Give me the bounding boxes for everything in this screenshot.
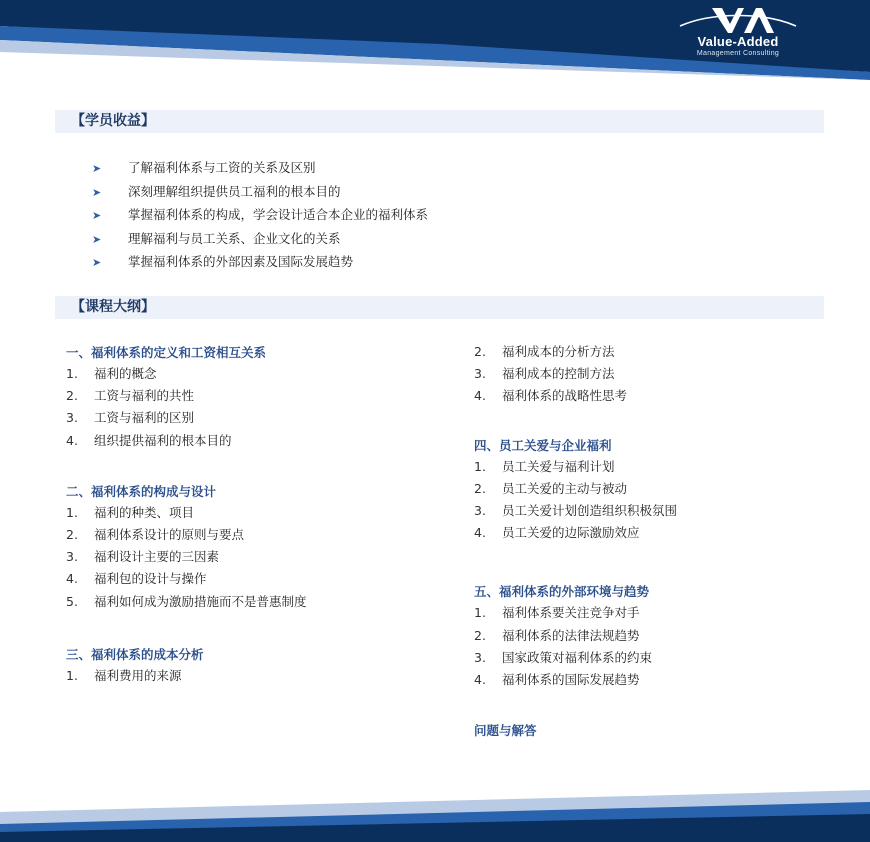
benefit-item: ➤ 了解福利体系与工资的关系及区别 bbox=[92, 156, 428, 180]
outline-item: 3. 工资与福利的区别 bbox=[66, 410, 195, 426]
outline-item: 4. 员工关爱的边际激励效应 bbox=[474, 525, 640, 541]
outline-section-5 bbox=[474, 582, 677, 691]
outline-item: 3. 福利成本的控制方法 bbox=[474, 366, 615, 382]
benefit-item: ➤ 掌握福利体系的构成，学会设计适合本企业的福利体系 bbox=[92, 203, 428, 227]
section-title: 一、福利体系的定义和工资相互关系 bbox=[66, 345, 267, 360]
qa-heading: 问题与解答 bbox=[474, 723, 537, 739]
section-title: 四、员工关爱与企业福利 bbox=[474, 437, 612, 453]
outline-item: 1. 福利的种类、项目 bbox=[66, 504, 195, 520]
outline-section-1 bbox=[66, 343, 307, 452]
outline-item: 3. 国家政策对福利体系的约束 bbox=[474, 649, 653, 665]
outline-item: 2. 员工关爱的主动与被动 bbox=[474, 480, 628, 496]
outline-item: 2. 工资与福利的共性 bbox=[66, 388, 195, 404]
outline-item: 1. 福利的概念 bbox=[66, 366, 157, 381]
va-logo-icon bbox=[672, 6, 804, 34]
outline-item: 2. 福利成本的分析方法 bbox=[474, 344, 615, 359]
benefit-item: ➤ 掌握福利体系的外部因素及国际发展趋势 bbox=[92, 250, 428, 274]
outline-item: 5. 福利如何成为激励措施而不是普惠制度 bbox=[66, 593, 307, 609]
benefits-list bbox=[92, 156, 428, 274]
outline-item: 3. 福利设计主要的三因素 bbox=[66, 549, 220, 565]
outline-left-column bbox=[66, 343, 307, 687]
outline-item: 2. 福利体系设计的原则与要点 bbox=[66, 526, 245, 542]
arrow-bullet-icon: ➤ bbox=[92, 232, 102, 246]
outline-item: 4. 福利体系的国际发展趋势 bbox=[474, 671, 640, 687]
outline-section-4 bbox=[474, 436, 677, 545]
outline-section-2 bbox=[66, 482, 307, 613]
outline-item: 1. 员工关爱与福利计划 bbox=[474, 458, 615, 474]
logo-name: Value-Added bbox=[697, 34, 779, 49]
section-title: 五、福利体系的外部环境与趋势 bbox=[474, 584, 650, 600]
section-title: 三、福利体系的成本分析 bbox=[66, 646, 204, 662]
outline-item: 3. 员工关爱计划创造组织积极氛围 bbox=[474, 502, 678, 518]
outline-right-column bbox=[474, 341, 677, 741]
arrow-bullet-icon: ➤ bbox=[92, 256, 102, 270]
outline-item: 1. 福利费用的来源 bbox=[66, 667, 182, 683]
outline-item: 1. 福利体系要关注竞争对手 bbox=[474, 605, 640, 621]
benefits-header: 【学员收益】 bbox=[55, 110, 824, 133]
footer-banner bbox=[0, 772, 870, 842]
outline-section-3 bbox=[66, 645, 307, 687]
arrow-bullet-icon: ➤ bbox=[92, 185, 102, 199]
company-logo bbox=[672, 6, 804, 62]
outline-header: 【课程大纲】 bbox=[55, 296, 824, 319]
arrow-bullet-icon: ➤ bbox=[92, 209, 102, 223]
benefit-item: ➤ 深刻理解组织提供员工福利的根本目的 bbox=[92, 180, 428, 204]
outline-item: 4. 福利包的设计与操作 bbox=[66, 571, 207, 587]
outline-item: 4. 福利体系的战略性思考 bbox=[474, 388, 628, 404]
benefit-item: ➤ 理解福利与员工关系、企业文化的关系 bbox=[92, 227, 428, 251]
outline-item: 2. 福利体系的法律法规趋势 bbox=[474, 627, 640, 643]
section-title: 二、福利体系的构成与设计 bbox=[66, 483, 217, 499]
logo-tagline: Management Consulting bbox=[696, 50, 780, 57]
section-3-continued bbox=[474, 341, 677, 408]
arrow-bullet-icon: ➤ bbox=[92, 162, 102, 175]
outline-item: 4. 组织提供福利的根本目的 bbox=[66, 432, 232, 448]
